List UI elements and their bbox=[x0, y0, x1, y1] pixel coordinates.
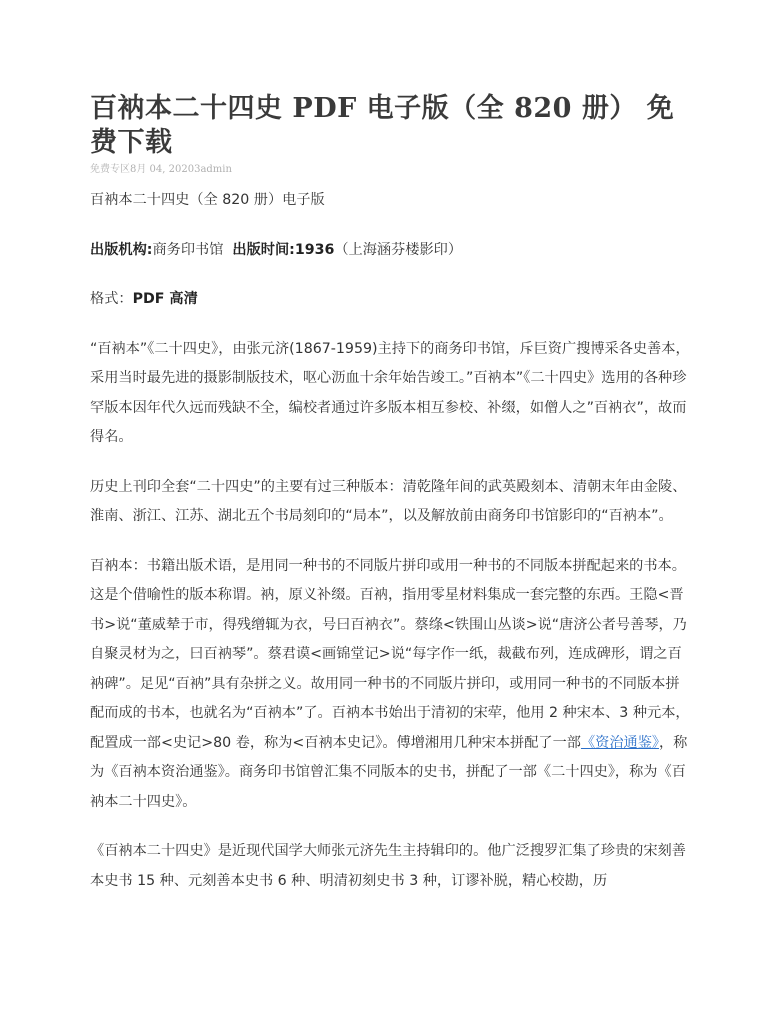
format-line bbox=[90, 285, 690, 315]
paragraph-2: 历史上刊印全套“二十四史”的主要有过三种版本：清乾隆年间的武英殿刻本、清朝末年由金陵、淮南、浙江、江苏、湖北五个书局刻印的“局本”，以及解放前由商务印书馆影印的“百衲本”。 bbox=[90, 478, 687, 524]
intro-line: 百衲本二十四史（全 820 册）电子版 bbox=[90, 192, 325, 208]
paragraph-3 bbox=[90, 552, 690, 818]
pubtime-label: 出版时间: bbox=[232, 241, 295, 258]
paragraph-3-text-a: 百衲本：书籍出版术语，是用同一种书的不同版片拼印或用一种书的不同版本拼配起来的书本。这是个借喻性的版本称谓。衲，原义补缀。百衲，指用零星材料集成一套完整的东西。王隐<晋书>说“董威辇于市，得残缯辄为衣，号曰百衲衣”。蔡绦<铁围山丛谈>说“唐济公者号善琴，乃自聚灵材为之，曰百衲琴”。蔡君谟<画锦堂记>说“每字作一纸，裁截布列，连成碑形，谓之百衲碑”。足见“百衲”具有杂拼之义。故用同一种书的不同版片拼印，或用同一种书的不同版本拼配而成的书本，也就名为“百衲本”了。百衲本书始出于清初的宋荦，他用 2 种宋本、3 种元本，配置成一部<史记>80 卷，称为<百衲本史记》。傅增湘用几种宋本拼配了一部 bbox=[90, 557, 690, 751]
article-meta bbox=[90, 162, 690, 178]
pubtime-value: 1936 bbox=[294, 241, 335, 258]
meta-author[interactable]: 3admin bbox=[194, 164, 232, 175]
publisher-value: 商务印书馆 bbox=[152, 241, 224, 258]
paragraph-4: 《百衲本二十四史》是近现代国学大师张元济先生主持辑印的。他广泛搜罗汇集了珍贵的宋刻善本史书 15 种、元刻善本史书 6 种、明清初刻史书 3 种，订谬补脱，精心校勘，历 bbox=[90, 843, 686, 889]
article-title: 百衲本二十四史 PDF 电子版（全 820 册） 免费下载 bbox=[90, 93, 675, 158]
format-label: 格式： bbox=[90, 291, 133, 307]
publisher-label: 出版机构: bbox=[90, 241, 153, 258]
zizhitongjian-link[interactable]: 《资治通鉴》 bbox=[580, 734, 659, 751]
meta-date: 8月 04, 2020 bbox=[130, 164, 195, 175]
paragraph-3-text-b: ，称为《百衲本资治通鉴》。商务印书馆曾汇集不同版本的史书，拼配了一部《二十四史》，称为《百衲本二十四史》。 bbox=[90, 734, 688, 810]
meta-category[interactable]: 免费专区 bbox=[90, 164, 130, 175]
publisher-line bbox=[90, 236, 690, 266]
article bbox=[90, 92, 690, 896]
paragraph-1: “百衲本”《二十四史》，由张元济(1867-1959)主持下的商务印书馆，斥巨资广搜博采各史善本，采用当时最先进的摄影制版技术，呕心沥血十余年始告竣工。”百衲本”《二十四史》选用的各种珍罕版本因年代久远而残缺不全，编校者通过许多版本相互参校、补缀，如僧人之”百衲衣”，故而得名。 bbox=[90, 340, 690, 445]
format-value: PDF 高清 bbox=[132, 291, 198, 307]
pubtime-note: （上海涵芬楼影印） bbox=[334, 241, 463, 258]
